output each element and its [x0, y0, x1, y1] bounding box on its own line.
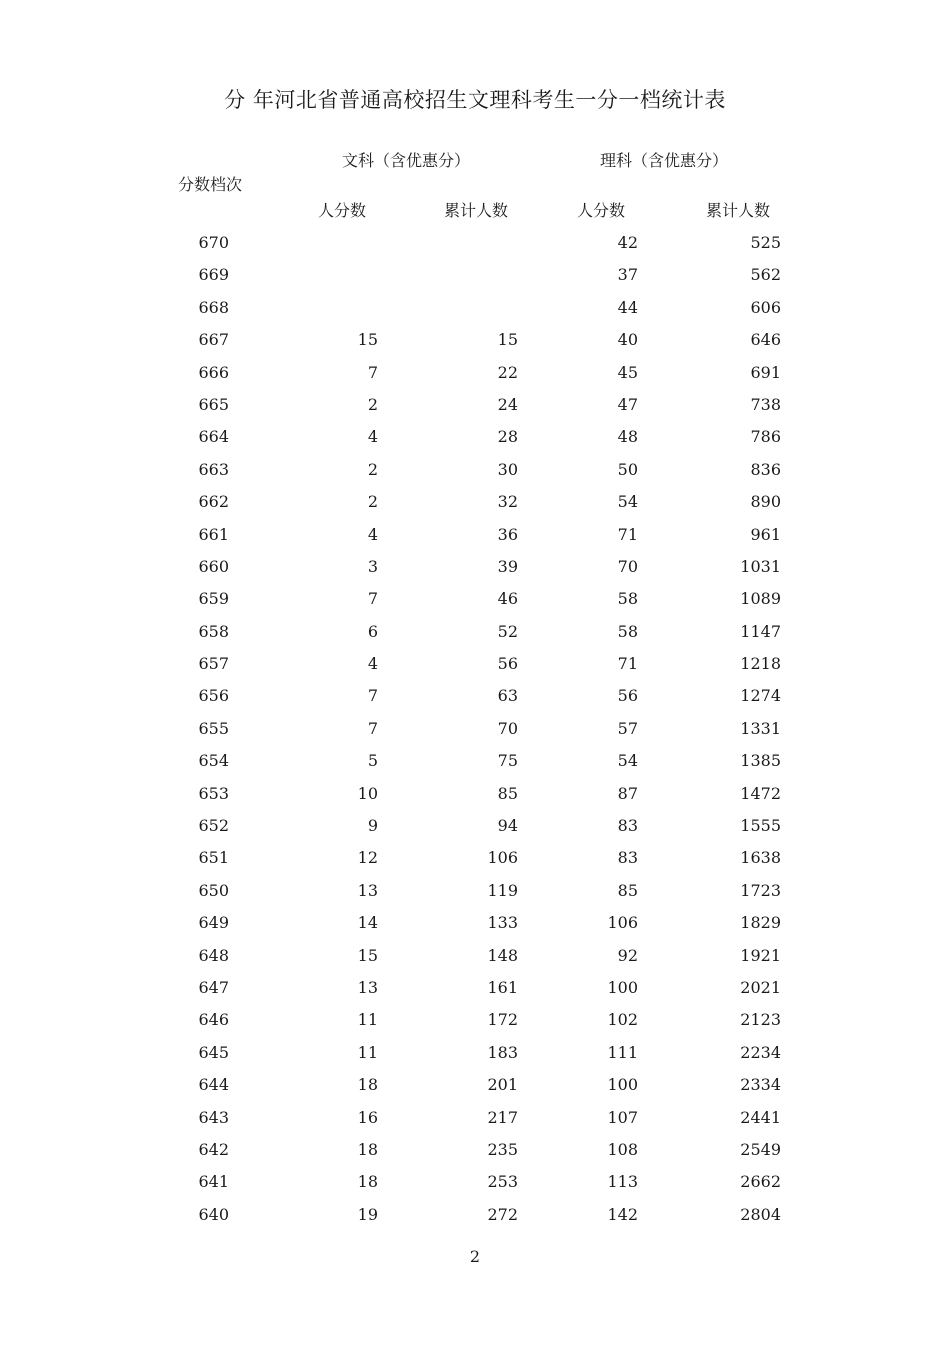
like-cumulative-cell: 1331 [740, 718, 781, 738]
wenke-count-cell: 16 [357, 1107, 378, 1127]
score-cell: 646 [198, 1010, 229, 1030]
wenke-cumulative-cell: 28 [497, 427, 518, 447]
like-cumulative-cell: 1723 [740, 880, 781, 900]
like-count-cell: 58 [617, 589, 638, 609]
wenke-cumulative-cell: 30 [497, 459, 518, 479]
wenke-cumulative-cell: 253 [487, 1172, 518, 1192]
score-cell: 661 [198, 524, 229, 544]
like-count-cell: 83 [617, 848, 638, 868]
score-cell: 647 [198, 977, 229, 997]
wenke-count-cell: 2 [367, 459, 378, 479]
wenke-count-cell: 7 [367, 686, 378, 706]
score-cell: 668 [198, 297, 229, 317]
like-cumulative-cell: 2441 [740, 1107, 781, 1127]
like-cumulative-cell: 2123 [740, 1010, 781, 1030]
like-cumulative-cell: 1089 [740, 589, 781, 609]
like-count-cell: 108 [607, 1139, 638, 1159]
table-row [0, 389, 950, 421]
like-count-cell: 100 [607, 977, 638, 997]
table-row [0, 1102, 950, 1134]
score-cell: 669 [198, 265, 229, 285]
score-cell: 656 [198, 686, 229, 706]
wenke-cumulative-cell: 24 [497, 394, 518, 414]
table-row [0, 421, 950, 453]
score-cell: 657 [198, 654, 229, 674]
like-count-cell: 48 [617, 427, 638, 447]
table-row [0, 745, 950, 777]
score-cell: 648 [198, 945, 229, 965]
like-count-cell: 106 [607, 913, 638, 933]
like-count-cell: 70 [617, 556, 638, 576]
wenke-cumulative-cell: 201 [487, 1075, 518, 1095]
page-title: 分 年河北省普通高校招生文理科考生一分一档统计表 [224, 88, 726, 112]
wenke-count-cell: 7 [367, 362, 378, 382]
table-row [0, 842, 950, 874]
table-row [0, 972, 950, 1004]
like-count-cell: 100 [607, 1075, 638, 1095]
table-row [0, 907, 950, 939]
like-count-cell: 71 [617, 524, 638, 544]
table-row [0, 583, 950, 615]
like-count-cell: 47 [617, 394, 638, 414]
wenke-cumulative-cell: 133 [487, 913, 518, 933]
score-cell: 655 [198, 718, 229, 738]
like-cumulative-cell: 961 [750, 524, 781, 544]
like-count-cell: 58 [617, 621, 638, 641]
like-cumulative-cell: 646 [750, 330, 781, 350]
wenke-count-cell: 11 [357, 1010, 378, 1030]
table-row [0, 1037, 950, 1069]
like-count-cell: 40 [617, 330, 638, 350]
wenke-count-cell: 12 [357, 848, 378, 868]
wenke-count-cell: 18 [357, 1139, 378, 1159]
wenke-cumulative-cell: 183 [487, 1042, 518, 1062]
score-cell: 658 [198, 621, 229, 641]
like-cumulative-cell: 606 [750, 297, 781, 317]
table-row [0, 1166, 950, 1198]
like-cumulative-cell: 1385 [740, 751, 781, 771]
like-count-cell: 92 [617, 945, 638, 965]
page-number: 2 [469, 1247, 481, 1266]
like-count-cell: 37 [617, 265, 638, 285]
wenke-cumulative-cell: 119 [487, 880, 518, 900]
table-row [0, 875, 950, 907]
wenke-count-cell: 5 [367, 751, 378, 771]
wenke-cumulative-cell: 272 [487, 1204, 518, 1224]
table-row [0, 292, 950, 324]
like-count-cell: 111 [607, 1042, 638, 1062]
table-row [0, 778, 950, 810]
wenke-count-cell: 18 [357, 1172, 378, 1192]
like-cumulative-cell: 2662 [740, 1172, 781, 1192]
like-cumulative-cell: 2234 [740, 1042, 781, 1062]
wenke-count-cell: 4 [367, 654, 378, 674]
wenke-cumulative-cell: 217 [487, 1107, 518, 1127]
like-cumulative-cell: 2804 [740, 1204, 781, 1224]
like-cumulative-cell: 890 [750, 492, 781, 512]
wenke-cumulative-cell: 106 [487, 848, 518, 868]
like-count-cell: 83 [617, 816, 638, 836]
like-cumulative-cell: 836 [750, 459, 781, 479]
like-cumulative-cell: 1921 [740, 945, 781, 965]
wenke-cumulative-cell: 32 [497, 492, 518, 512]
wenke-cumulative-cell: 15 [497, 330, 518, 350]
wenke-count-cell: 13 [357, 880, 378, 900]
wenke-cumulative-cell: 46 [497, 589, 518, 609]
table-row [0, 1199, 950, 1231]
table-row [0, 227, 950, 259]
header-wenke-cumulative: 累计人数 [444, 201, 509, 220]
score-cell: 664 [198, 427, 229, 447]
score-cell: 650 [198, 880, 229, 900]
like-count-cell: 85 [617, 880, 638, 900]
like-cumulative-cell: 786 [750, 427, 781, 447]
header-wenke-count: 人分数 [318, 201, 367, 220]
like-count-cell: 54 [617, 492, 638, 512]
header-score-level: 分数档次 [178, 175, 243, 194]
wenke-count-cell: 2 [367, 394, 378, 414]
header-like: 理科（含优惠分） [600, 151, 729, 170]
score-cell: 660 [198, 556, 229, 576]
wenke-cumulative-cell: 85 [497, 783, 518, 803]
like-count-cell: 87 [617, 783, 638, 803]
wenke-count-cell: 19 [357, 1204, 378, 1224]
score-cell: 649 [198, 913, 229, 933]
wenke-cumulative-cell: 75 [497, 751, 518, 771]
like-count-cell: 102 [607, 1010, 638, 1030]
like-count-cell: 142 [607, 1204, 638, 1224]
wenke-count-cell: 9 [367, 816, 378, 836]
like-cumulative-cell: 525 [750, 233, 781, 252]
like-count-cell: 57 [617, 718, 638, 738]
score-cell: 641 [198, 1172, 229, 1192]
like-count-cell: 42 [617, 233, 638, 252]
score-cell: 662 [198, 492, 229, 512]
like-count-cell: 56 [617, 686, 638, 706]
wenke-cumulative-cell: 161 [487, 977, 518, 997]
header-wenke: 文科（含优惠分） [342, 151, 471, 170]
score-cell: 643 [198, 1107, 229, 1127]
wenke-cumulative-cell: 63 [497, 686, 518, 706]
wenke-count-cell: 15 [357, 330, 378, 350]
score-table-body [0, 227, 950, 1231]
table-row [0, 486, 950, 518]
wenke-cumulative-cell: 22 [497, 362, 518, 382]
table-row [0, 519, 950, 551]
like-count-cell: 113 [607, 1172, 638, 1192]
like-count-cell: 45 [617, 362, 638, 382]
wenke-count-cell: 4 [367, 524, 378, 544]
score-cell: 659 [198, 589, 229, 609]
wenke-cumulative-cell: 70 [497, 718, 518, 738]
score-cell: 652 [198, 816, 229, 836]
table-row [0, 616, 950, 648]
wenke-count-cell: 7 [367, 718, 378, 738]
wenke-count-cell: 18 [357, 1075, 378, 1095]
like-cumulative-cell: 1638 [740, 848, 781, 868]
like-cumulative-cell: 691 [750, 362, 781, 382]
table-row [0, 1004, 950, 1036]
like-count-cell: 107 [607, 1107, 638, 1127]
like-cumulative-cell: 738 [750, 394, 781, 414]
like-cumulative-cell: 1829 [740, 913, 781, 933]
table-row [0, 713, 950, 745]
like-cumulative-cell: 1147 [740, 621, 781, 641]
score-cell: 654 [198, 751, 229, 771]
like-cumulative-cell: 1218 [740, 654, 781, 674]
like-cumulative-cell: 1274 [740, 686, 781, 706]
like-cumulative-cell: 562 [750, 265, 781, 285]
score-cell: 651 [198, 848, 229, 868]
like-cumulative-cell: 1472 [740, 783, 781, 803]
like-cumulative-cell: 2021 [740, 977, 781, 997]
table-row [0, 324, 950, 356]
wenke-count-cell: 3 [367, 556, 378, 576]
table-row [0, 680, 950, 712]
wenke-count-cell: 13 [357, 977, 378, 997]
score-cell: 667 [198, 330, 229, 350]
like-cumulative-cell: 1031 [740, 556, 781, 576]
wenke-count-cell: 14 [357, 913, 378, 933]
table-row [0, 1134, 950, 1166]
wenke-cumulative-cell: 94 [497, 816, 518, 836]
wenke-cumulative-cell: 172 [487, 1010, 518, 1030]
score-cell: 666 [198, 362, 229, 382]
header-like-count: 人分数 [577, 201, 626, 220]
table-row [0, 810, 950, 842]
score-cell: 642 [198, 1139, 229, 1159]
wenke-count-cell: 10 [357, 783, 378, 803]
score-cell: 645 [198, 1042, 229, 1062]
like-cumulative-cell: 1555 [740, 816, 781, 836]
table-row [0, 940, 950, 972]
wenke-cumulative-cell: 39 [497, 556, 518, 576]
wenke-count-cell: 11 [357, 1042, 378, 1062]
wenke-cumulative-cell: 36 [497, 524, 518, 544]
like-cumulative-cell: 2549 [740, 1139, 781, 1159]
table-row [0, 259, 950, 291]
table-row [0, 1069, 950, 1101]
wenke-cumulative-cell: 148 [487, 945, 518, 965]
score-cell: 644 [198, 1075, 229, 1095]
like-cumulative-cell: 2334 [740, 1075, 781, 1095]
wenke-count-cell: 4 [367, 427, 378, 447]
wenke-cumulative-cell: 52 [497, 621, 518, 641]
score-cell: 663 [198, 459, 229, 479]
score-cell: 670 [198, 233, 229, 252]
like-count-cell: 50 [617, 459, 638, 479]
table-row [0, 551, 950, 583]
score-cell: 653 [198, 783, 229, 803]
wenke-count-cell: 7 [367, 589, 378, 609]
wenke-cumulative-cell: 235 [487, 1139, 518, 1159]
table-row [0, 648, 950, 680]
like-count-cell: 71 [617, 654, 638, 674]
header-like-cumulative: 累计人数 [706, 201, 771, 220]
table-row [0, 357, 950, 389]
score-cell: 665 [198, 394, 229, 414]
wenke-count-cell: 6 [367, 621, 378, 641]
wenke-count-cell: 15 [357, 945, 378, 965]
like-count-cell: 44 [617, 297, 638, 317]
table-row [0, 454, 950, 486]
wenke-cumulative-cell: 56 [497, 654, 518, 674]
score-cell: 640 [198, 1204, 229, 1224]
wenke-count-cell: 2 [367, 492, 378, 512]
like-count-cell: 54 [617, 751, 638, 771]
